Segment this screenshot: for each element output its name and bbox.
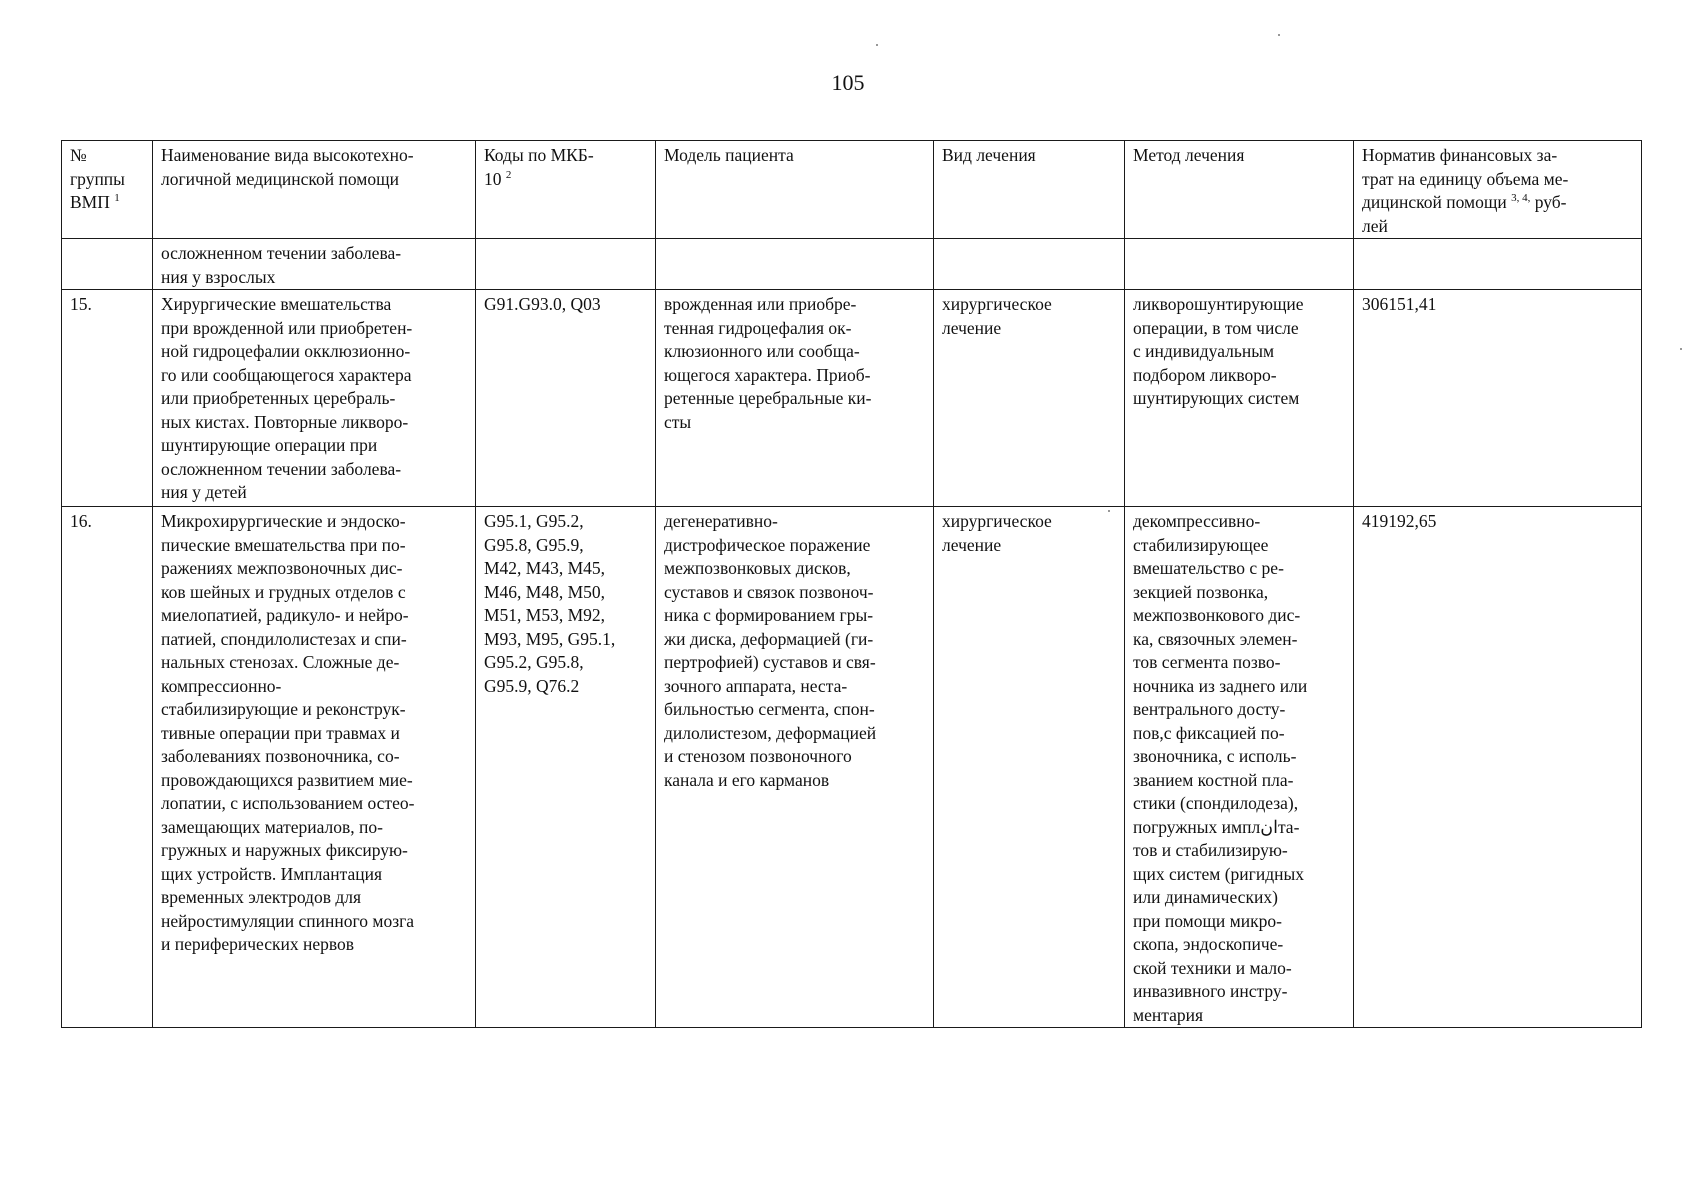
cell-line: дилолистезом, деформацией [664,722,877,743]
cell-kind [934,239,1125,290]
cell-codes [476,239,656,290]
cell-line: тов сегмента позво- [1133,652,1281,672]
cell-line: щих устройств. Имплантация [161,863,382,884]
cell-line: шунтирующих систем [1133,388,1300,408]
cell-line: или приобретенных церебраль- [161,388,396,408]
cell-line: 419192,65 [1362,511,1437,531]
page-number: 105 [831,70,865,95]
cell-line: шунтирующие операции при [161,435,378,455]
cell-kind [934,290,1125,507]
cell-line: стики (спондилодеза), [1133,793,1299,813]
cell-line: или динамических) [1133,887,1278,907]
table-row [62,239,1642,290]
cell-kind [934,507,1125,1028]
cell-line: ражениях межпозвоночных дис- [161,558,403,578]
cell-line: погружных имплانта- [1133,816,1300,837]
cell-line: ночника из заднего или [1133,675,1308,696]
cell-line: ной гидроцефалии окклюзионно- [161,341,411,361]
cell-line: M46, M48, M50, [484,581,606,602]
cell-group-no [62,290,153,507]
cell-name [153,290,476,507]
cell-line: нейростимуляции спинного мозга [161,910,415,931]
cell-line: клюзионного или сообща- [664,341,860,361]
cell-line: тов и стабилизирую- [1133,840,1288,860]
cell-line: вентрального досту- [1133,699,1286,719]
cell-line: жи диска, деформацией (ги- [664,628,874,649]
cell-codes [476,290,656,507]
header-method: Метод лечения [1125,141,1354,239]
cell-line: лечение [942,317,1002,338]
header-model: Модель пациента [656,141,934,239]
cell-line: ликворошунтирующие [1133,294,1304,314]
scan-speck [1680,348,1682,350]
cell-line: стабилизирующее [1133,534,1269,555]
cell-norm [1354,239,1642,290]
cell-line: канала и его карманов [664,769,830,790]
cell-line: компрессионно- [161,675,282,696]
cell-line: инвазивного инстру- [1133,981,1288,1001]
cell-line: при помощи микро- [1133,910,1282,931]
cell-line: пические вмешательства при по- [161,534,406,555]
cell-line: операции, в том числе [1133,317,1299,338]
cell-line: межпозвонковых дисков, [664,558,851,578]
cell-line: межпозвонкового дис- [1133,605,1301,625]
cell-line: и стенозом позвоночного [664,746,852,766]
cell-line: ской техники и мало- [1133,957,1292,978]
scan-speck [1278,34,1280,36]
cell-line: патией, спондилолистезах и спи- [161,628,407,649]
table-header-row [62,141,1642,239]
table-row [62,290,1642,507]
header-norm: Норматив финансовых за- трат на единицу объема ме- дицинской помощи $^{3, 4,}$ руб- лей [1354,141,1642,239]
cell-method [1125,239,1354,290]
header-kind: Вид лечения [934,141,1125,239]
cell-line: провождающихся развитием мие- [161,769,413,790]
cell-line: G95.2, G95.8, [484,652,584,672]
cell-method [1125,290,1354,507]
cell-line: пов,с фиксацией по- [1133,722,1285,743]
cell-line: с индивидуальным [1133,341,1275,361]
cell-line: осложненном течении заболева- [161,243,402,263]
cell-norm [1354,290,1642,507]
cell-line: ных кистах. Повторные ликворо- [161,411,409,432]
vmp-table [61,140,1642,1028]
cell-line: 15. [70,294,92,314]
cell-line: пертрофией) суставов и свя- [664,652,876,672]
header-group-no: № группы ВМП $^1$ [62,141,153,239]
cell-line: миелопатией, радикуло- и нейро- [161,605,409,625]
cell-line: стабилизирующие и реконструк- [161,699,406,719]
cell-line: M51, M53, M92, [484,605,606,625]
cell-line: гружных и наружных фиксирую- [161,840,408,860]
cell-line: ющегося характера. Приоб- [664,364,871,385]
cell-line: G95.9, Q76.2 [484,675,580,696]
cell-line: ментария [1133,1004,1203,1025]
cell-line: ков шейных и грудных отделов с [161,581,406,602]
cell-codes [476,507,656,1028]
cell-line: сты [664,411,692,432]
cell-method [1125,507,1354,1028]
cell-line: бильностью сегмента, спон- [664,699,875,719]
cell-model [656,507,934,1028]
scan-speck [1108,510,1110,512]
cell-model [656,239,934,290]
cell-line: лопатии, с использованием остео- [161,793,415,813]
cell-line: подбором ликворо- [1133,364,1277,385]
cell-line: ника с формированием гры- [664,605,874,625]
cell-model [656,290,934,507]
cell-line: дистрофическое поражение [664,534,871,555]
cell-line: ретенные церебральные ки- [664,388,872,408]
header-name: Наименование вида высокотехно- логичной медицинской помощи [153,141,476,239]
cell-line: врожденная или приобре- [664,294,857,314]
cell-line: при врожденной или приобретен- [161,317,413,338]
cell-line: замещающих материалов, по- [161,816,383,837]
cell-line: тенная гидроцефалия ок- [664,317,852,338]
cell-line: и периферических нервов [161,934,355,954]
cell-name [153,239,476,290]
cell-line: нальных стенозах. Сложные де- [161,652,400,672]
cell-line: Хирургические вмешательства [161,294,392,314]
cell-line: G95.1, G95.2, [484,511,584,531]
cell-line: скопа, эндоскопиче- [1133,934,1284,954]
cell-line: го или сообщающегося характера [161,364,412,385]
cell-line: Микрохирургические и эндоско- [161,511,406,531]
cell-line: ния у детей [161,482,247,502]
cell-line: 306151,41 [1362,294,1437,314]
cell-line: G95.8, G95.9, [484,534,584,555]
cell-line: 16. [70,511,92,531]
cell-line: зекцией позвонка, [1133,581,1269,602]
cell-group-no [62,507,153,1028]
table-row [62,507,1642,1028]
cell-line: зочного аппарата, неста- [664,675,848,696]
cell-line: суставов и связок позвоноч- [664,581,874,602]
cell-line: M42, M43, M45, [484,558,606,578]
cell-line: тивные операции при травмах и [161,722,400,743]
cell-line: вмешательство с ре- [1133,558,1284,578]
cell-line: званием костной пла- [1133,769,1294,790]
cell-line: дегенеративно- [664,511,778,531]
header-codes: Коды по МКБ- 10 $^2$ [476,141,656,239]
cell-line: хирургическое [942,511,1052,531]
cell-norm [1354,507,1642,1028]
cell-line: ния у взрослых [161,266,276,287]
cell-line: G91.G93.0, Q03 [484,294,601,314]
cell-line: заболеваниях позвоночника, со- [161,746,400,766]
cell-line: звоночника, с исполь- [1133,746,1297,766]
cell-line: осложненном течении заболева- [161,458,402,479]
cell-line: лечение [942,534,1002,555]
cell-line: щих систем (ригидных [1133,863,1304,884]
cell-line: декомпрессивно- [1133,511,1261,531]
cell-line: хирургическое [942,294,1052,314]
cell-line: временных электродов для [161,887,362,907]
cell-group-no [62,239,153,290]
cell-line: M93, M95, G95.1, [484,628,616,649]
scan-speck [876,44,878,46]
cell-name [153,507,476,1028]
cell-line: ка, связочных элемен- [1133,628,1298,649]
